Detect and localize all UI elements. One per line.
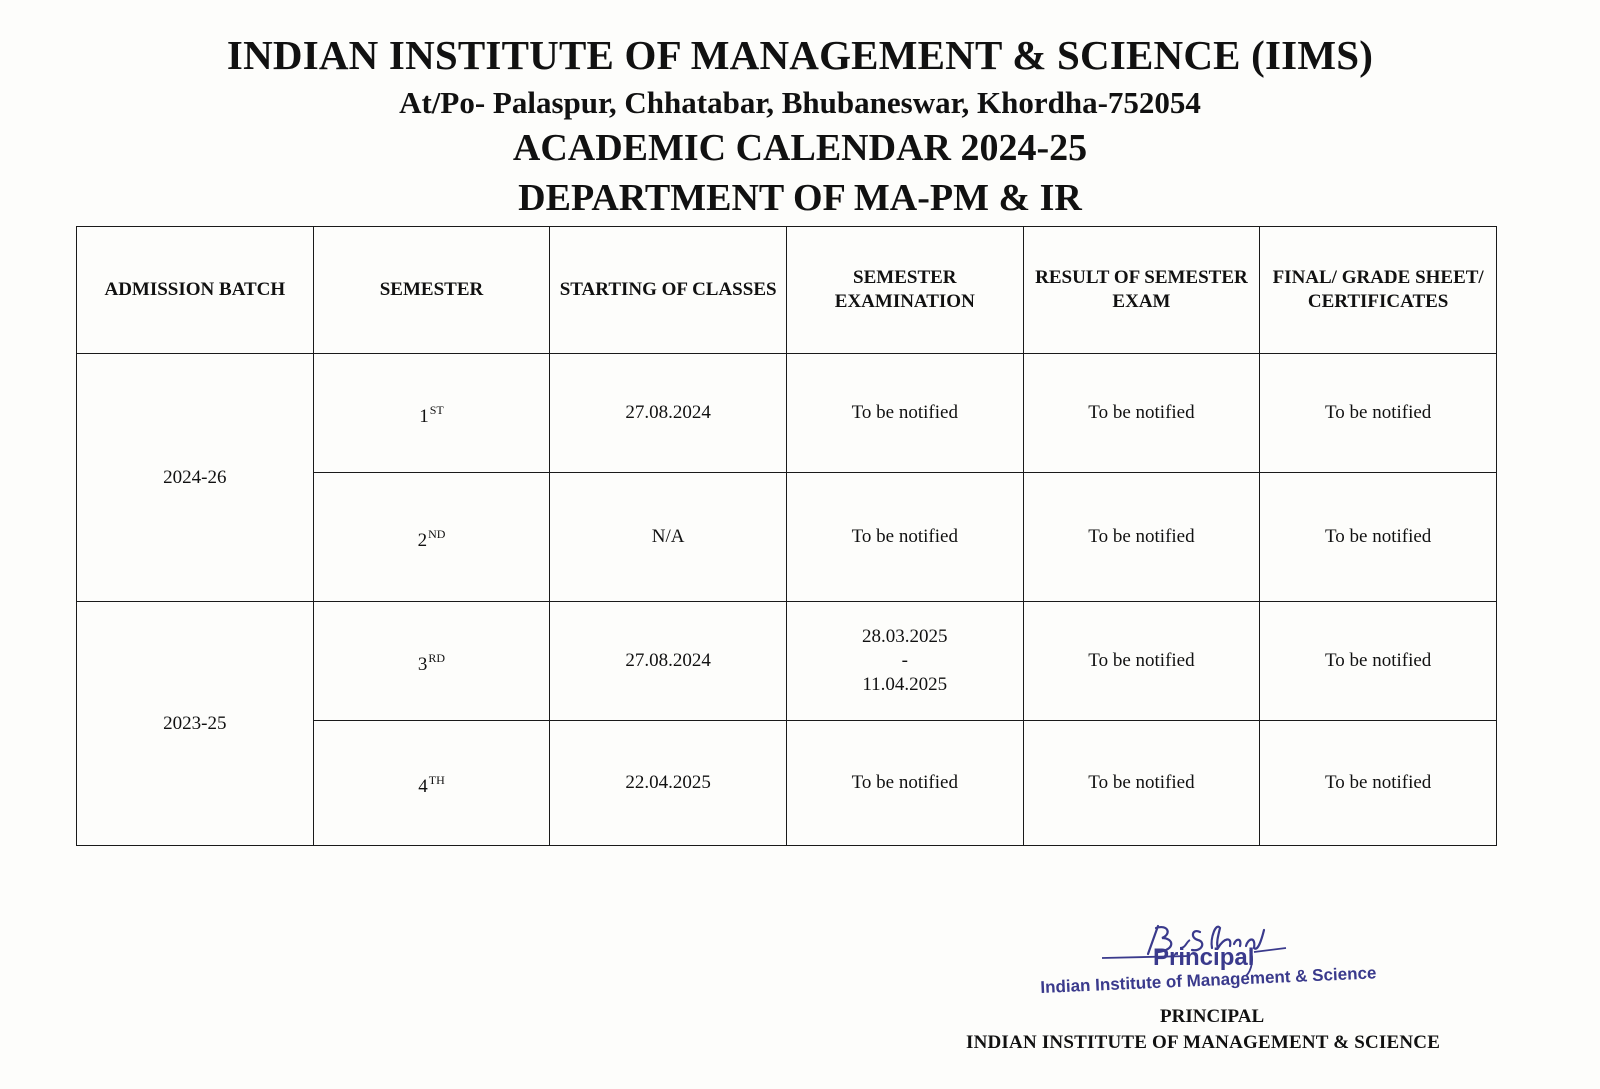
semester-number: 2 bbox=[417, 529, 428, 551]
institute-name: INDIAN INSTITUTE OF MANAGEMENT & SCIENCE (IIMS) bbox=[226, 32, 1374, 78]
calendar-title: ACADEMIC CALENDAR 2024-25 bbox=[512, 127, 1088, 169]
table-header-row bbox=[77, 227, 1497, 354]
institute-address: At/Po- Palaspur, Chhatabar, Bhubaneswar, Khordha-752054 bbox=[399, 85, 1201, 120]
document-header bbox=[0, 28, 1600, 223]
exam-start-date: 28.03.2025 bbox=[862, 626, 948, 647]
exam-cell bbox=[786, 602, 1023, 721]
department-title: DEPARTMENT OF MA-PM & IR bbox=[518, 177, 1082, 219]
starting-cell: 22.04.2025 bbox=[550, 721, 787, 846]
starting-cell: 27.08.2024 bbox=[550, 602, 787, 721]
final-cell: To be notified bbox=[1260, 473, 1497, 602]
semester-cell bbox=[313, 721, 550, 846]
column-header-semester-examination: SEMESTER EXAMINATION bbox=[786, 227, 1023, 354]
semester-suffix: TH bbox=[428, 772, 445, 787]
column-header-semester: SEMESTER bbox=[313, 227, 550, 354]
semester-number: 1 bbox=[419, 405, 429, 427]
exam-date-separator: - bbox=[901, 650, 908, 671]
starting-cell: N/A bbox=[550, 473, 787, 602]
result-cell: To be notified bbox=[1023, 354, 1260, 473]
table-row bbox=[77, 354, 1497, 473]
footer-institute-name: INDIAN INSTITUTE OF MANAGEMENT & SCIENCE bbox=[966, 1032, 1441, 1053]
exam-cell: To be notified bbox=[786, 473, 1023, 602]
semester-number: 4 bbox=[418, 775, 428, 797]
footer-principal-title: PRINCIPAL bbox=[1160, 1006, 1265, 1027]
result-cell: To be notified bbox=[1023, 473, 1260, 602]
starting-cell: 27.08.2024 bbox=[550, 354, 787, 473]
column-header-starting-of-classes: STARTING OF CLASSES bbox=[550, 227, 787, 354]
exam-cell: To be notified bbox=[786, 354, 1023, 473]
result-cell: To be notified bbox=[1023, 602, 1260, 721]
final-cell: To be notified bbox=[1260, 354, 1497, 473]
column-header-result: RESULT OF SEMESTER EXAM bbox=[1023, 227, 1260, 354]
final-cell: To be notified bbox=[1260, 602, 1497, 721]
table-row bbox=[77, 602, 1497, 721]
semester-cell bbox=[313, 602, 550, 721]
result-cell: To be notified bbox=[1023, 721, 1260, 846]
academic-calendar-table bbox=[76, 226, 1497, 846]
semester-cell bbox=[313, 473, 550, 602]
stamp-institute-label: Indian Institute of Management & Science bbox=[1040, 963, 1377, 997]
principal-signature-stamp bbox=[1040, 918, 1377, 1003]
column-header-admission-batch: ADMISSION BATCH bbox=[77, 227, 314, 354]
stamp-principal-label: Principal bbox=[1153, 944, 1255, 971]
semester-suffix: RD bbox=[428, 650, 446, 665]
final-cell: To be notified bbox=[1260, 721, 1497, 846]
batch-cell: 2023-25 bbox=[77, 602, 314, 846]
semester-suffix: ST bbox=[429, 402, 444, 417]
column-header-final-grade-sheet: FINAL/ GRADE SHEET/ CERTIFICATES bbox=[1260, 227, 1497, 354]
exam-cell: To be notified bbox=[786, 721, 1023, 846]
exam-end-date: 11.04.2025 bbox=[862, 674, 948, 695]
batch-cell: 2024-26 bbox=[77, 354, 314, 602]
semester-cell bbox=[313, 354, 550, 473]
semester-suffix: ND bbox=[428, 526, 446, 541]
semester-number: 3 bbox=[417, 653, 428, 675]
